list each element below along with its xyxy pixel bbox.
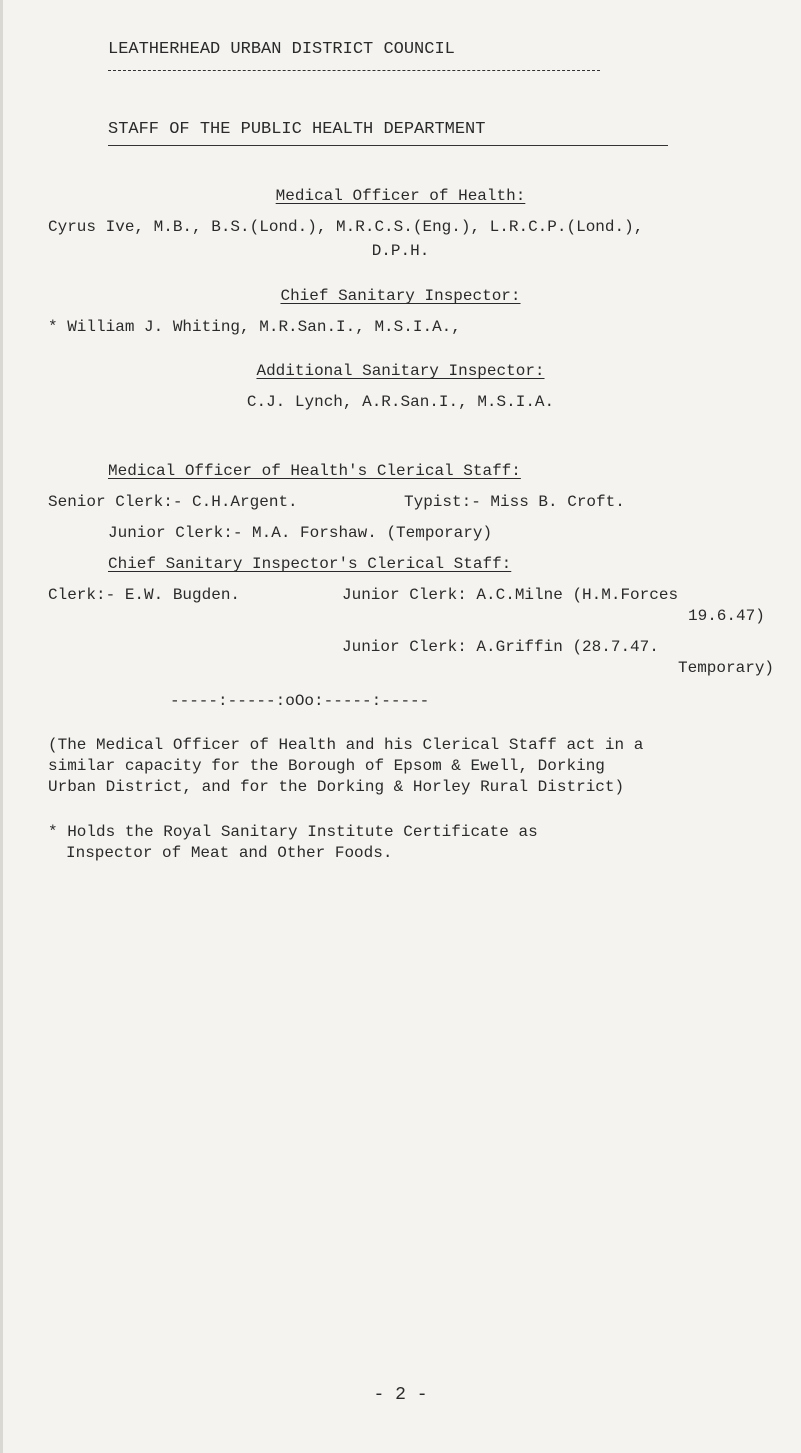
- junior-clerk-moh: Junior Clerk:- M.A. Forshaw. (Temporary): [108, 524, 493, 542]
- typist: Typist:- Miss B. Croft.: [404, 493, 625, 511]
- csi-name: * William J. Whiting, M.R.San.I., M.S.I.A.,: [48, 318, 461, 336]
- asi-name: C.J. Lynch, A.R.San.I., M.S.I.A.: [246, 393, 555, 411]
- department-title: STAFF OF THE PUBLIC HEALTH DEPARTMENT: [108, 120, 486, 139]
- junior-clerk-milne-date: 19.6.47): [688, 607, 765, 625]
- page-number: - 2 -: [373, 1385, 428, 1405]
- csi-heading: Chief Sanitary Inspector:: [280, 287, 521, 305]
- junior-clerk-milne: Junior Clerk: A.C.Milne (H.M.Forces: [342, 586, 679, 604]
- asi-heading: Additional Sanitary Inspector:: [256, 362, 545, 380]
- junior-clerk-griffin: Junior Clerk: A.Griffin (28.7.47.: [342, 638, 659, 656]
- note-line3: Urban District, and for the Dorking & Horley Rural District): [48, 778, 625, 796]
- moh-name-line2: D.P.H.: [371, 242, 430, 260]
- moh-heading: Medical Officer of Health:: [275, 187, 526, 205]
- junior-clerk-griffin-status: Temporary): [678, 659, 775, 677]
- senior-clerk: Senior Clerk:- C.H.Argent.: [48, 493, 298, 511]
- page-edge-shadow: [0, 0, 3, 1453]
- council-title-rule: [108, 70, 600, 71]
- section-divider: -----:-----:oOo:-----:-----: [170, 692, 430, 710]
- note-line2: similar capacity for the Borough of Epsom & Ewell, Dorking: [48, 757, 605, 775]
- csi-clerk: Clerk:- E.W. Bugden.: [48, 586, 241, 604]
- footnote-line1: * Holds the Royal Sanitary Institute Certificate as: [48, 823, 538, 841]
- moh-clerical-heading: Medical Officer of Health's Clerical Staff:: [108, 462, 521, 480]
- csi-clerical-heading: Chief Sanitary Inspector's Clerical Staff:: [108, 555, 512, 573]
- department-title-rule: [108, 145, 668, 146]
- footnote-line2: Inspector of Meat and Other Foods.: [66, 844, 393, 862]
- note-line1: (The Medical Officer of Health and his Clerical Staff act in a: [48, 736, 644, 754]
- moh-name-line1: Cyrus Ive, M.B., B.S.(Lond.), M.R.C.S.(Eng.), L.R.C.P.(Lond.),: [48, 218, 644, 236]
- council-title: LEATHERHEAD URBAN DISTRICT COUNCIL: [108, 40, 455, 59]
